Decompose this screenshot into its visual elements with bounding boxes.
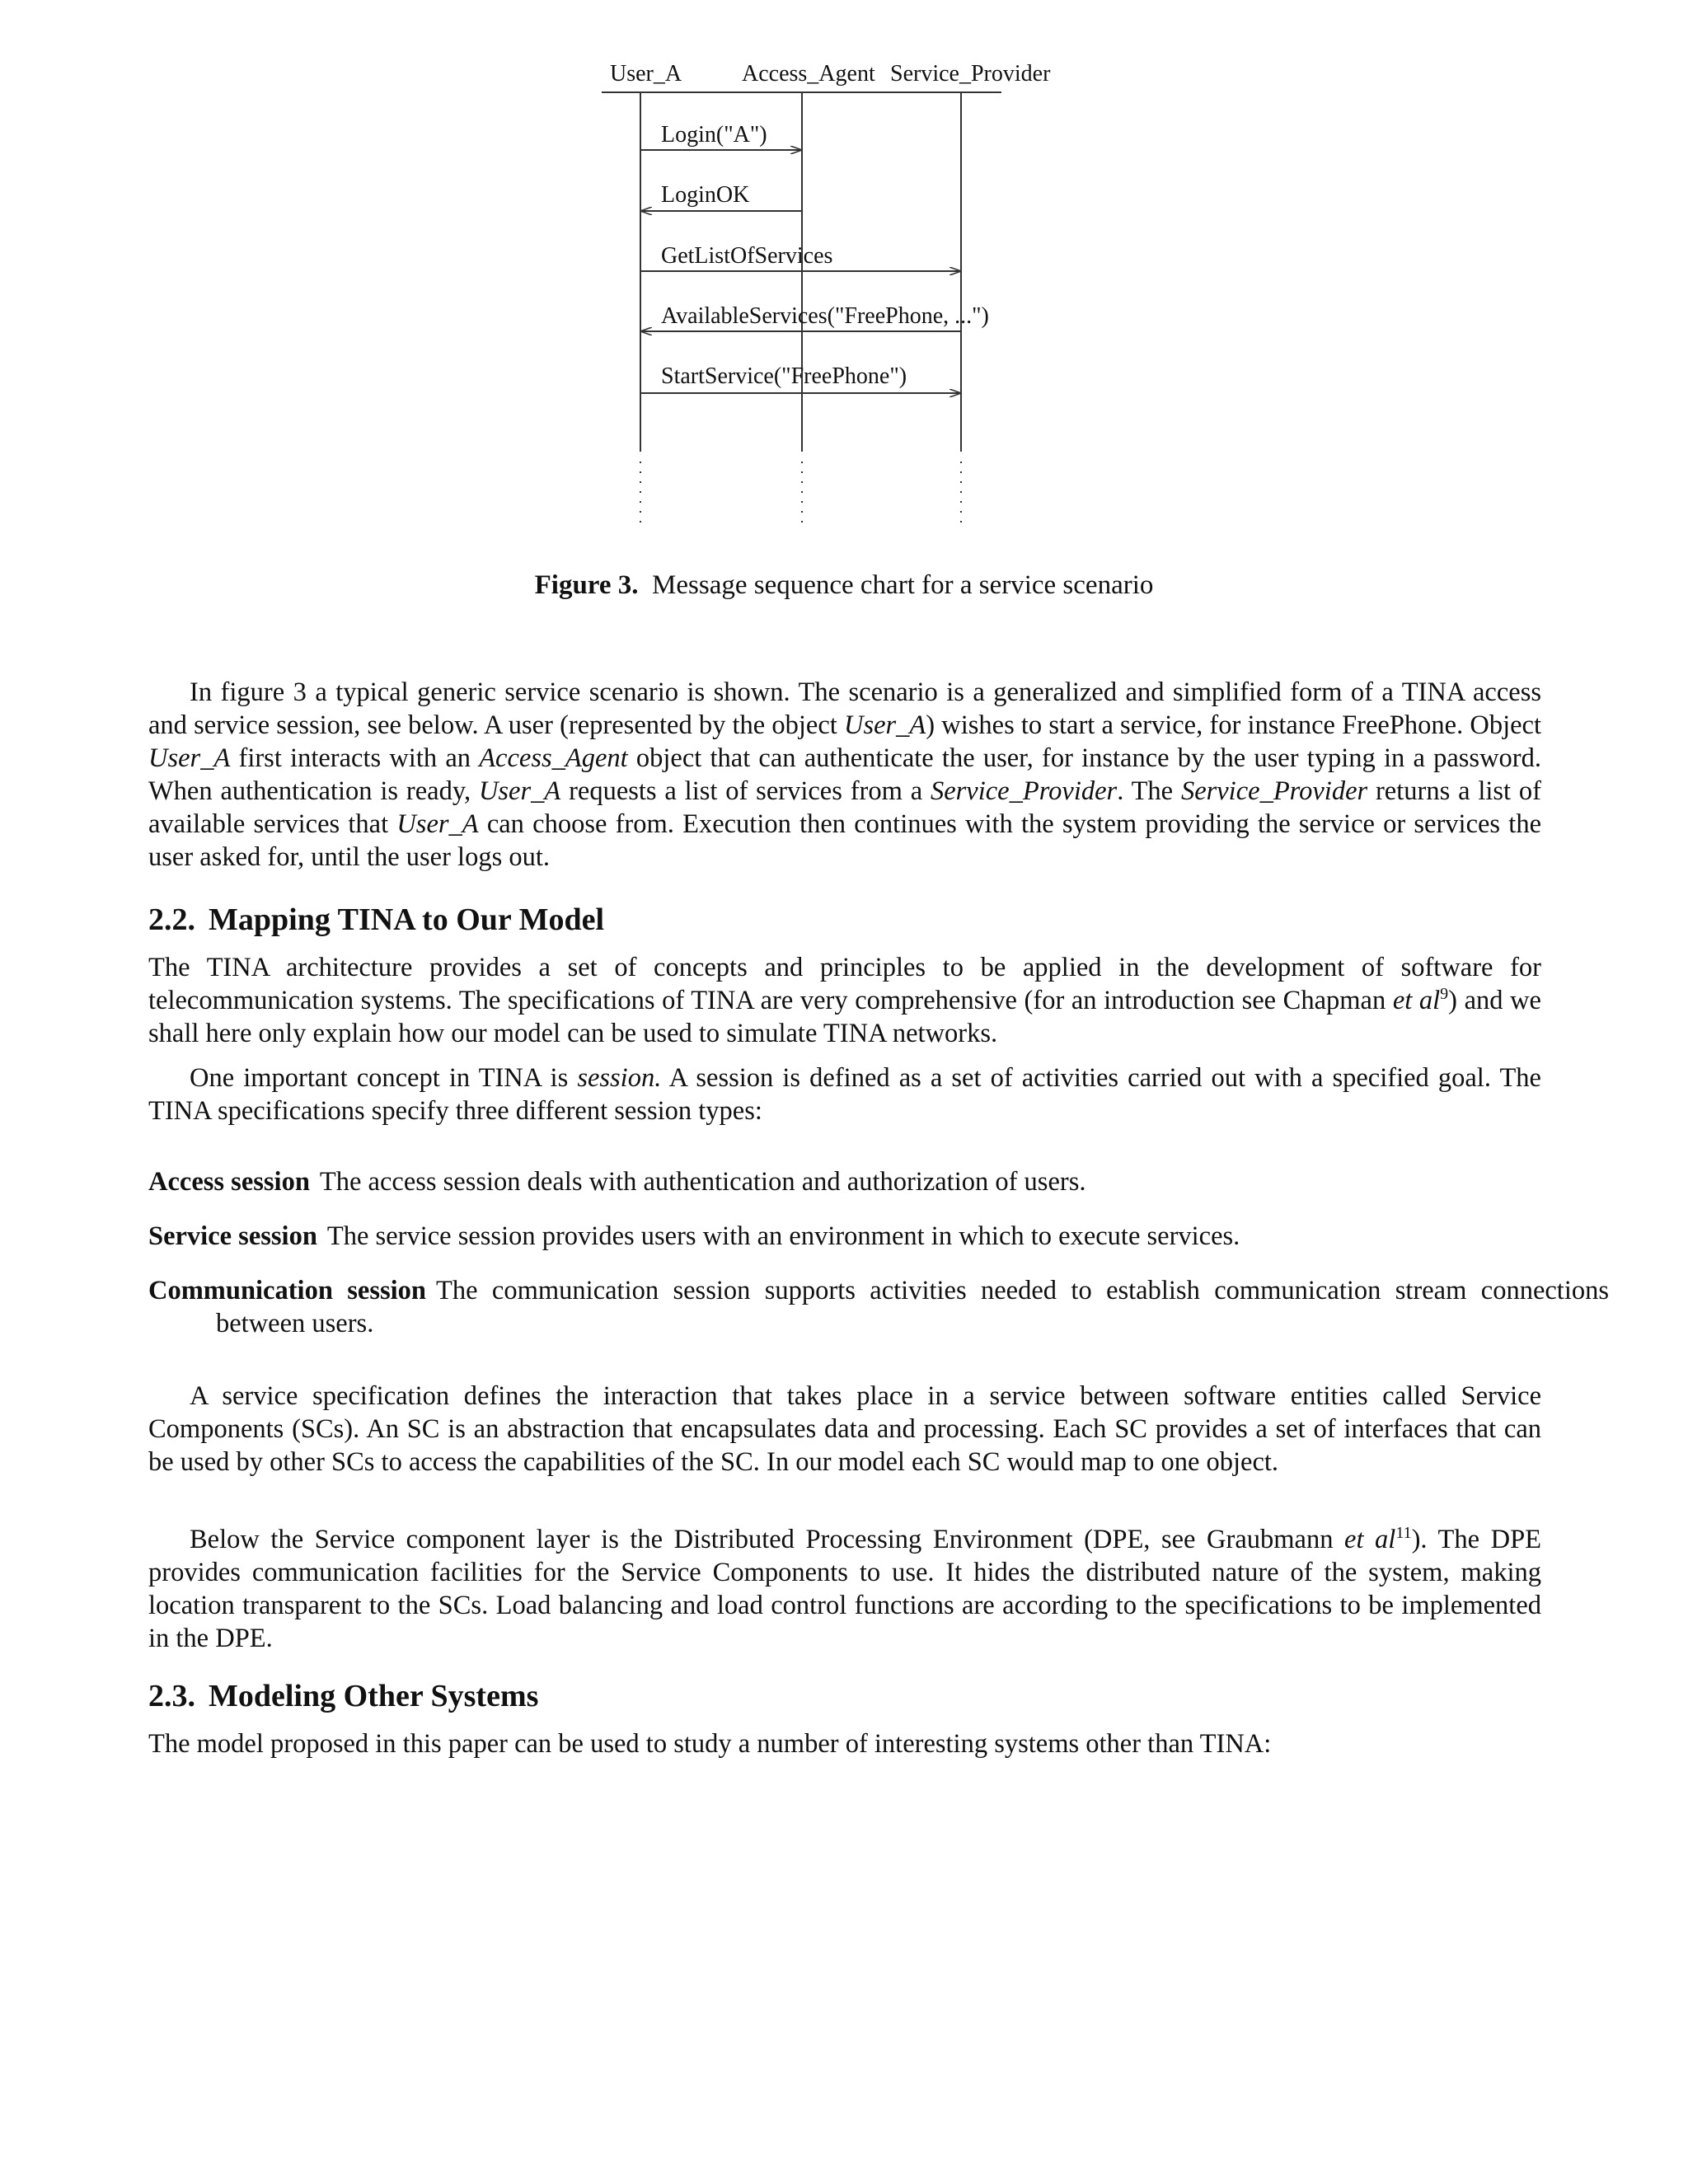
message-label-get-list-of-services: GetListOfServices [661, 243, 833, 269]
message-label-start-service: StartService("FreePhone") [661, 363, 907, 389]
definition-text: The access session deals with authentication and authorization of users. [319, 1167, 1086, 1197]
definition-access-session [148, 1165, 1609, 1198]
paragraph-dpe: Below the Service component layer is the Distributed Processing Environment (DPE, see Graubmann et $al^{11}$). The DPE provides communication facilities for the Service Components to use. It hides the distributed nature of the system, making location transparent to the SCs. Load balancing and load control functions are according to the specifications to be implemented in the DPE. [148, 1524, 1541, 1653]
definition-text: The service session provides users with an environment in which to execute services. [326, 1221, 1240, 1251]
paragraph-tina-architecture: The TINA architecture provides a set of concepts and principles to be applied in the development of software for telecommunication systems. The specifications of TINA are very comprehensive (for an introduction see Chapman et $al^9$) and we shall here only explain how our model can be used to simulate TINA networks. [148, 953, 1541, 1048]
definition-text: The communication session supports activities needed to establish communication stream connections between users. [216, 1276, 1610, 1338]
participant-access-agent: Access_Agent [742, 61, 875, 87]
message-label-available-services: AvailableServices("FreePhone, ...") [661, 303, 989, 329]
message-label-login-ok: LoginOK [661, 182, 750, 208]
definition-term: Access session [148, 1167, 310, 1197]
participant-service-provider: Service_Provider [890, 61, 1051, 87]
definition-term: Communication session [148, 1276, 427, 1305]
paragraph-service-components: A service specification defines the interaction that takes place in a service between software entities called Service Components (SCs). An SC is an abstraction that encapsulates data and processing. Each SC provides a set of interfaces that can be used by other SCs to access the capabilities of the SC. In our model each SC would map to one object. [148, 1381, 1541, 1477]
definition-communication-session [148, 1274, 1609, 1340]
message-sequence-chart [0, 0, 1688, 560]
figure-caption-label: Figure 3. [534, 570, 639, 600]
paragraph-session-concept: One important concept in TINA is session. A session is defined as a set of activities carried out with a specified goal. The TINA specifications specify three different session types: [148, 1063, 1541, 1126]
participant-user-a: User_A [610, 61, 682, 87]
definition-service-session [148, 1220, 1609, 1253]
section-heading-mapping-tina: 2.2. Mapping TINA to Our Model [148, 902, 605, 937]
definition-term: Service session [148, 1221, 317, 1251]
figure-caption-text: Message sequence chart for a service scenario [652, 570, 1154, 600]
message-label-login: Login("A") [661, 122, 767, 148]
figure-caption [0, 570, 1688, 601]
paragraph-other-systems: The model proposed in this paper can be used to study a number of interesting systems other than TINA: [148, 1729, 1272, 1759]
paragraph-scenario: In figure 3 a typical generic service scenario is shown. The scenario is a generalized and simplified form of a TINA access and service session, see below. A user (represented by the object User_A) wishes to start a service, for instance FreePhone. Object User_A first interacts with an Access_Agent object that can authenticate the user, for instance by the user typing in a password. When authentication is ready, User_A requests a list of services from a Service_Provider. The Service_Provider returns a list of available services that User_A can choose from. Execution then continues with the system providing the service or services the user asked for, until the user logs out. [148, 677, 1542, 872]
section-heading-modeling-other-systems: 2.3. Modeling Other Systems [148, 1679, 539, 1713]
